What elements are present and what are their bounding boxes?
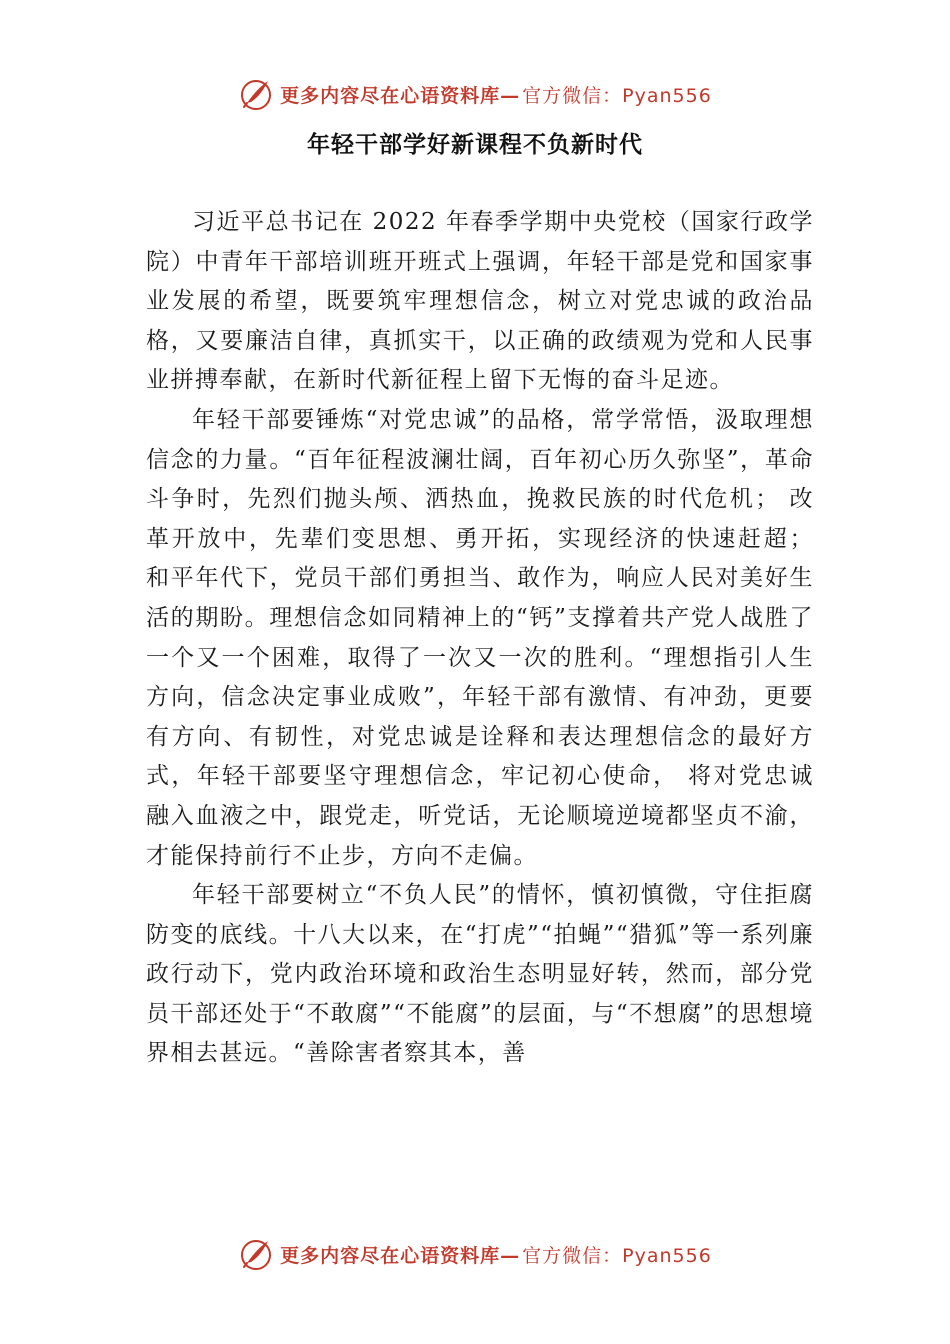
watermark-text: 更多内容尽在心语资料库— xyxy=(280,84,521,107)
watermark-wechat: 官方微信：Pyan556 xyxy=(522,1244,712,1267)
watermark-text: 更多内容尽在心语资料库— xyxy=(280,1244,521,1267)
quill-logo-icon xyxy=(238,1236,274,1272)
document-body xyxy=(146,203,814,1074)
paragraph-1: 习近平总书记在 2022 年春季学期中央党校（国家行政学院）中青年干部培训班开班式上强调，年轻干部是党和国家事业发展的希望，既要筑牢理想信念，树立对党忠诚的政治品格，又要廉洁自律，真抓实干，以正确的政绩观为党和人民事业拼搏奉献，在新时代新征程上留下无悔的奋斗足迹。 xyxy=(146,209,814,394)
watermark-footer xyxy=(0,1234,950,1274)
paragraph-3: 年轻干部要树立“不负人民”的情怀，慎初慎微，守住拒腐防变的底线。十八大以来，在“打虎”“拍蝇”“猎狐”等一系列廉政行动下，党内政治环境和政治生态明显好转，然而，部分党员干部还处于“不敢腐”“不能腐”的层面，与“不想腐”的思想境界相去甚远。“善除害者察其本，善 xyxy=(146,882,814,1067)
quill-logo-icon xyxy=(238,76,274,112)
paragraph-2: 年轻干部要锤炼“对党忠诚”的品格，常学常悟，汲取理想信念的力量。“百年征程波澜壮阔，百年初心历久弥坚”，革命斗争时，先烈们抛头颅、洒热血，挽救民族的时代危机； 改革开放中，先辈们变思想、勇开拓，实现经济的快速赶超； 和平年代下，党员干部们勇担当、敢作为，响应人民对美好生活的期盼。理想信念如同精神上的“钙”支撑着共产党人战胜了一个又一个困难，取得了一次又一次的胜利。“理想指引人生方向，信念决定事业成败”，年轻干部有激情、有冲劲，更要有方向、有韧性，对党忠诚是诠释和表达理想信念的最好方式，年轻干部要坚守理想信念，牢记初心使命， 将对党忠诚融入血液之中，跟党走，听党话，无论顺境逆境都坚贞不渝，才能保持前行不止步，方向不走偏。 xyxy=(146,406,814,869)
watermark-wechat: 官方微信：Pyan556 xyxy=(522,84,712,107)
document-title: 年轻干部学好新课程不负新时代 xyxy=(307,132,643,158)
watermark-header xyxy=(0,74,950,114)
